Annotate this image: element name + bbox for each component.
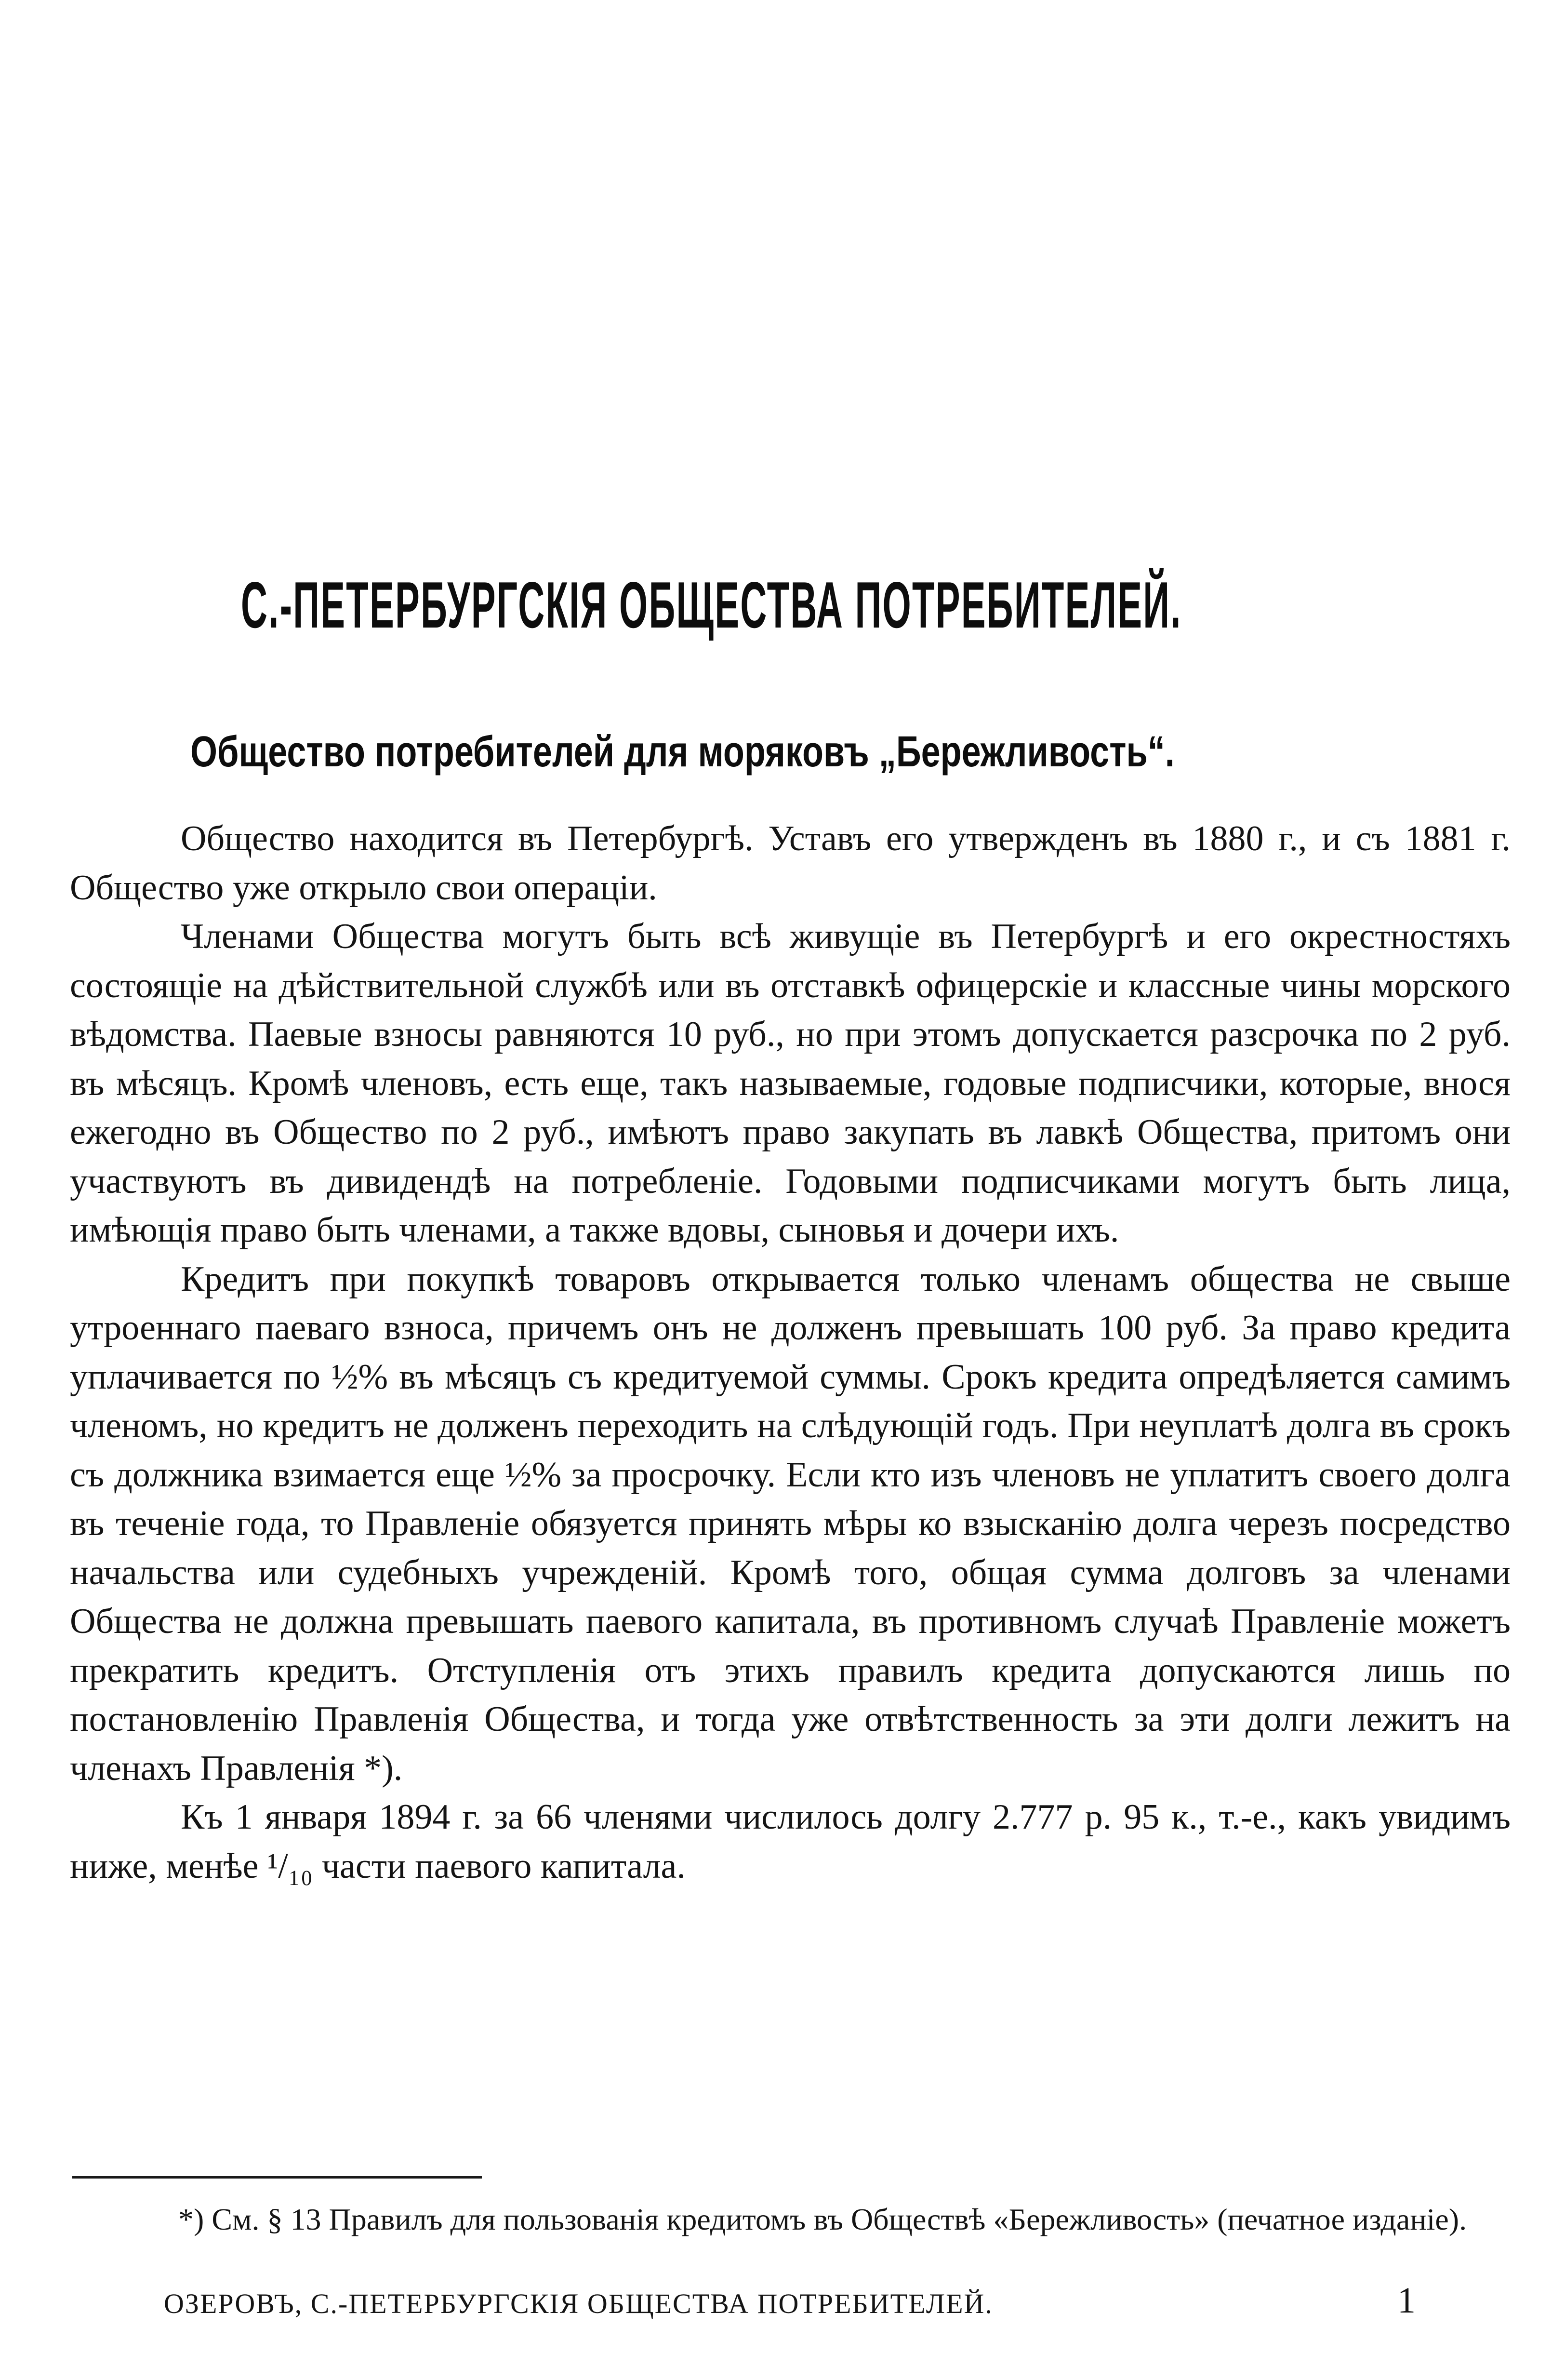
paragraph: Членами Общества могутъ быть всѣ живущіе въ Петербургѣ и его окрестностяхъ состоящіе на дѣйствительной службѣ или въ отставкѣ офицерскіе и классные чины морского вѣдомства. Паевые взносы равняются 10 руб., но при этомъ допускается разсрочка по 2 руб. въ мѣсяцъ. Кромѣ членовъ, есть еще, такъ называемые, годовые подписчики, которые, внося ежегодно въ Общество по 2 руб., имѣютъ право закупать въ лавкѣ Общества, притомъ они участвуютъ въ дивидендѣ на потребленіе. Годовыми подписчиками могутъ быть лица, имѣющія право быть членами, а также вдовы, сыновья и дочери ихъ. xyxy=(70,917,1511,1250)
section-subtitle: Общество потребителей для моряковъ „Бережливость“. xyxy=(190,728,1175,776)
footnote-divider xyxy=(72,2176,482,2179)
paragraph: Кредитъ при покупкѣ товаровъ открывается только членамъ общества не свыше утроеннаго паеваго взноса, причемъ онъ не долженъ превышать 100 руб. За право кредита уплачивается по ½% въ мѣсяцъ съ кредитуемой суммы. Срокъ кредита опредѣляется самимъ членомъ, но кредитъ не долженъ переходить на слѣдующій годъ. При неуплатѣ долга въ срокъ съ должника взимается еще ½% за просрочку. Если кто изъ членовъ не уплатитъ своего долга въ теченіе года, то Правленіе обязуется принять мѣры ко взысканію долга черезъ посредство начальства или судебныхъ учрежденій. Кромѣ того, общая сумма долговъ за членами Общества не должна превышать паевого капитала, въ противномъ случаѣ Правленіе можетъ прекратить кредитъ. Отступленія отъ этихъ правилъ кредита допускаются лишь по постановленію Правленія Общества, и тогда уже отвѣтственность за эти долги лежитъ на членахъ Правленія *). xyxy=(70,1259,1511,1788)
paragraph: Общество находится въ Петербургѣ. Уставъ его утвержденъ въ 1880 г., и съ 1881 г. Общество уже открыло свои операціи. xyxy=(70,819,1511,908)
footnote xyxy=(72,2198,1513,2241)
footnote-text: *) См. § 13 Правилъ для пользованія кредитомъ въ Обществѣ «Бережливость» (печатное изданіе). xyxy=(178,2202,1467,2236)
paragraph: Къ 1 января 1894 г. за 66 членями числилось долгу 2.777 р. 95 к., т.-е., какъ увидимъ ниже, менѣе ¹/₁₀ части паевого капитала. xyxy=(70,1797,1511,1886)
page-title: С.-ПЕТЕРБУРГСКІЯ ОБЩЕСТВА ПОТРЕБИТЕЛЕЙ. xyxy=(241,568,1182,642)
page-number: 1 xyxy=(1397,2280,1416,2321)
running-footer: ОЗЕРОВЪ, С.-ПЕТЕРБУРГСКІЯ ОБЩЕСТВА ПОТРЕБИТЕЛЕЙ. xyxy=(164,2288,993,2319)
body-text xyxy=(70,815,1511,1891)
